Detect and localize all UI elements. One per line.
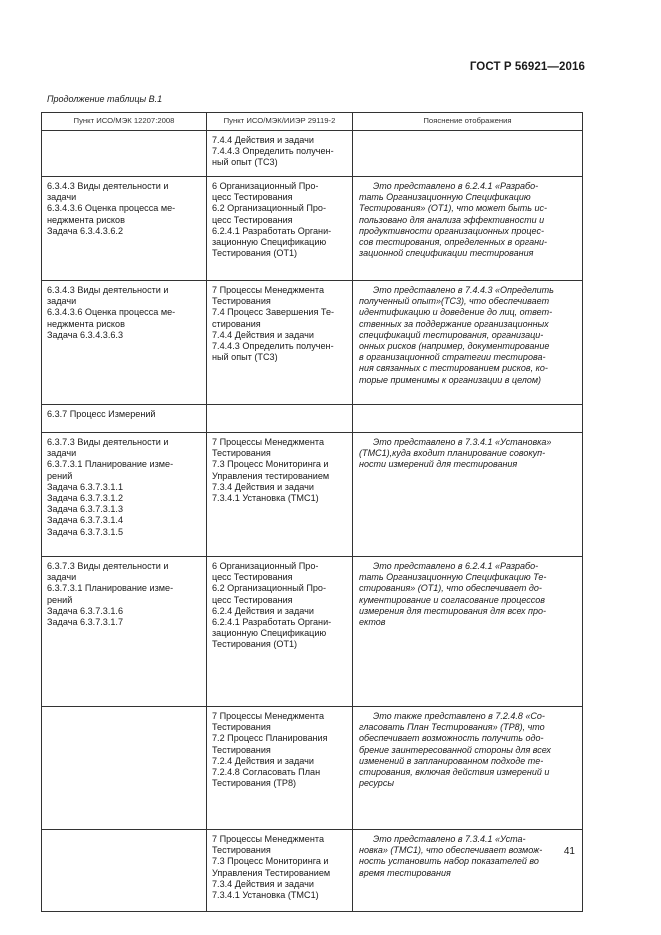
cell-line: ность установить набор показателей во [359, 856, 539, 867]
cell-line: идентификацию и доведение до лиц, ответ- [359, 307, 553, 318]
cell-line: 6.3.4.3.6 Оценка процесса ме- [47, 307, 176, 318]
cell-line: Это представлено в 7.4.4.3 «Определить [373, 285, 554, 295]
cell-line: Тестирования (ОТ1) [212, 248, 298, 259]
page-number: 41 [563, 846, 575, 857]
table-row [42, 405, 583, 433]
cell-line: 7 Процессы Менеджмента [212, 711, 325, 721]
cell-line: Задача 6.3.7.3.1.2 [47, 493, 124, 504]
cell-iso12207 [42, 405, 207, 433]
cell-line: 6.3.7.3 Виды деятельности и [47, 561, 169, 571]
cell-iso12207 [42, 177, 207, 281]
cell-iso29119 [207, 707, 353, 830]
cell-line: Тестирования (ОТ1) [212, 639, 298, 650]
cell-line: новка» (ТМС1), что обеспечивает возмож- [359, 845, 543, 856]
cell-line: ный опыт (ТС3) [212, 352, 278, 363]
cell-line: Это представлено в 7.3.4.1 «Установка» [373, 437, 552, 447]
cell-iso12207 [42, 131, 207, 177]
cell-explanation [353, 557, 583, 707]
column-header-iso29119: Пункт ИСО/МЭК/ИИЭР 29119-2 [207, 113, 353, 131]
cell-line: сов тестирования, определенных в органи- [359, 237, 548, 248]
cell-line: онных рисков (например, документирование [359, 341, 550, 352]
cell-line: 7.3 Процесс Мониторинга и [212, 856, 329, 867]
cell-line: спецификаций тестирования, организаци- [359, 329, 544, 340]
cell-line: Это также представлено в 7.2.4.8 «Со- [373, 711, 545, 721]
cell-line: Это представлено в 6.2.4.1 «Разрабо- [373, 181, 539, 191]
cell-line: 7.2.4 Действия и задачи [212, 755, 314, 766]
cell-line: зационную Спецификацию [212, 628, 327, 639]
cell-line: 6.3.7 Процесс Измерений [47, 409, 156, 419]
cell-line: 6 Организационный Про- [212, 561, 319, 571]
cell-line: ектов [359, 617, 386, 628]
cell-line: гласовать План Тестирования» (ТР8), что [359, 722, 545, 733]
cell-line: 6.2 Организационный Про- [212, 203, 327, 214]
cell-line: 6.2.4 Действия и задачи [212, 605, 314, 616]
table-row [42, 707, 583, 830]
column-header-explanation: Пояснение отображения [353, 113, 583, 131]
cell-line: Задача 6.3.4.3.6.3 [47, 329, 124, 340]
cell-line: цесс Тестирования [212, 594, 293, 605]
cell-iso12207 [42, 707, 207, 830]
cell-line: 6.3.7.3.1 Планирование изме- [47, 459, 174, 470]
cell-line: задачи [47, 296, 77, 307]
cell-line: брение заинтересованной стороны для всех [359, 744, 551, 755]
cell-line: продуктивности организационных процес- [359, 225, 544, 236]
cell-line: 6 Организационный Про- [212, 181, 319, 191]
cell-explanation [353, 405, 583, 433]
cell-line: 7.4.4 Действия и задачи [212, 329, 314, 340]
cell-explanation [353, 177, 583, 281]
cell-line: Это представлено в 7.3.4.1 «Уста- [373, 834, 526, 844]
cell-iso12207 [42, 433, 207, 557]
cell-line: задачи [47, 448, 77, 459]
cell-explanation [353, 281, 583, 405]
cell-line: кументирование и согласование процессов [359, 594, 545, 605]
cell-line: Тестирования [212, 744, 271, 755]
cell-iso29119 [207, 177, 353, 281]
cell-line: 7 Процессы Менеджмента [212, 834, 325, 844]
cell-iso29119 [207, 281, 353, 405]
cell-line: Управления Тестированием [212, 867, 331, 878]
cell-line: время тестирования [359, 867, 451, 878]
table-row [42, 433, 583, 557]
cell-line: 7.4 Процесс Завершения Те- [212, 307, 335, 318]
cell-line: полученный опыт»(ТС3), что обеспечивает [359, 296, 550, 307]
cell-line: ния связанных с тестированием рисков, ко- [359, 363, 548, 374]
cell-explanation [353, 830, 583, 912]
cell-line: 7 Процессы Менеджмента [212, 285, 325, 295]
cell-line: 7.3.4 Действия и задачи [212, 878, 314, 889]
cell-line: цесс Тестирования [212, 214, 293, 225]
cell-line: Тестирования [212, 296, 271, 307]
cell-line: рений [47, 470, 73, 481]
cell-line: неджмента рисков [47, 318, 125, 329]
cell-line: Задача 6.3.7.3.1.3 [47, 504, 124, 515]
cell-explanation [353, 131, 583, 177]
cell-line: в организационной стратегии тестирова- [359, 352, 546, 363]
cell-line: пользовано для анализа эффективности и [359, 214, 545, 225]
cell-iso12207 [42, 830, 207, 912]
cell-line: ности измерений для тестирования [359, 459, 518, 470]
mapping-table [41, 112, 583, 912]
cell-line: ресурсы [359, 778, 394, 789]
cell-line: тать Организационную Спецификацию Те- [359, 572, 547, 583]
cell-line: 7.3.4.1 Установка (ТМС1) [212, 493, 319, 504]
cell-line: 6.3.7.3 Виды деятельности и [47, 437, 169, 447]
cell-line: Задача 6.3.7.3.1.7 [47, 617, 124, 628]
cell-line: Задача 6.3.7.3.1.1 [47, 481, 124, 492]
table-caption: Продолжение таблицы В.1 [47, 94, 163, 104]
cell-line: Задача 6.3.4.3.6.2 [47, 225, 124, 236]
cell-line: торые применимы к организации в целом) [359, 374, 542, 385]
cell-line: 7.4.4.3 Определить получен- [212, 146, 334, 157]
cell-line: 6.3.7.3.1 Планирование изме- [47, 583, 174, 594]
cell-line: стирования» (ОТ1), что обеспечивает до- [359, 583, 542, 594]
cell-line: (ТМС1),куда входит планирование совокуп- [359, 448, 546, 459]
cell-line: Управления тестированием [212, 470, 330, 481]
cell-line: 7.2 Процесс Планирования [212, 733, 328, 744]
cell-line: цесс Тестирования [212, 192, 293, 203]
cell-line: Задача 6.3.7.3.1.5 [47, 526, 124, 537]
column-header-iso12207: Пункт ИСО/МЭК 12207:2008 [42, 113, 207, 131]
cell-line: изменений в запланированном подходе те- [359, 755, 544, 766]
cell-explanation [353, 433, 583, 557]
cell-line: зационной спецификации тестирования [359, 248, 534, 259]
cell-line: тать Организационную Спецификацию [359, 192, 531, 203]
cell-line: Задача 6.3.7.3.1.4 [47, 515, 124, 526]
table-row [42, 131, 583, 177]
table-row [42, 281, 583, 405]
standard-code: ГОСТ Р 56921—2016 [469, 61, 585, 73]
cell-line: Тестирования (ТР8) [212, 778, 297, 789]
cell-iso29119 [207, 433, 353, 557]
cell-line: Тестирования [212, 448, 271, 459]
cell-line: стирования, включая действия измерений и [359, 767, 550, 778]
cell-iso29119 [207, 830, 353, 912]
cell-line: Задача 6.3.7.3.1.6 [47, 605, 124, 616]
cell-line: 6.3.4.3 Виды деятельности и [47, 181, 169, 191]
table-row [42, 830, 583, 912]
cell-line: 7.3.4.1 Установка (ТМС1) [212, 890, 319, 901]
cell-line: рений [47, 594, 73, 605]
cell-line: Тестирования [212, 845, 271, 856]
cell-line: Тестирования» (ОТ1), что может быть ис- [359, 203, 547, 214]
cell-line: 7.3 Процесс Мониторинга и [212, 459, 329, 470]
table-row [42, 177, 583, 281]
cell-iso12207 [42, 281, 207, 405]
cell-explanation [353, 707, 583, 830]
cell-line: задачи [47, 572, 77, 583]
cell-iso29119 [207, 131, 353, 177]
cell-line: ственных за поддержание организационных [359, 318, 549, 329]
cell-line: 7.4.4.3 Определить получен- [212, 341, 334, 352]
cell-line: 6.3.4.3.6 Оценка процесса ме- [47, 203, 176, 214]
cell-line: 7.2.4.8 Согласовать План [212, 767, 321, 778]
cell-iso29119 [207, 557, 353, 707]
cell-line: обеспечивает возможность получить одо- [359, 733, 544, 744]
cell-line: задачи [47, 192, 77, 203]
cell-line: зационную Спецификацию [212, 237, 327, 248]
cell-line: цесс Тестирования [212, 572, 293, 583]
cell-line: Тестирования [212, 722, 271, 733]
cell-line: неджмента рисков [47, 214, 125, 225]
cell-line: 6.2 Организационный Про- [212, 583, 327, 594]
cell-line: Это представлено в 6.2.4.1 «Разрабо- [373, 561, 539, 571]
table-row [42, 557, 583, 707]
cell-line: 6.2.4.1 Разработать Органи- [212, 617, 332, 628]
cell-line: 6.3.4.3 Виды деятельности и [47, 285, 169, 295]
cell-iso29119 [207, 405, 353, 433]
cell-iso12207 [42, 557, 207, 707]
cell-line: 7 Процессы Менеджмента [212, 437, 325, 447]
cell-line: ный опыт (ТС3) [212, 157, 278, 168]
cell-line: 7.3.4 Действия и задачи [212, 481, 314, 492]
cell-line: 6.2.4.1 Разработать Органи- [212, 225, 332, 236]
cell-line: измерения для тестирования для всех про- [359, 605, 547, 616]
cell-line: стирования [212, 318, 261, 329]
table-header-row [42, 113, 583, 131]
cell-line: 7.4.4 Действия и задачи [212, 135, 314, 145]
